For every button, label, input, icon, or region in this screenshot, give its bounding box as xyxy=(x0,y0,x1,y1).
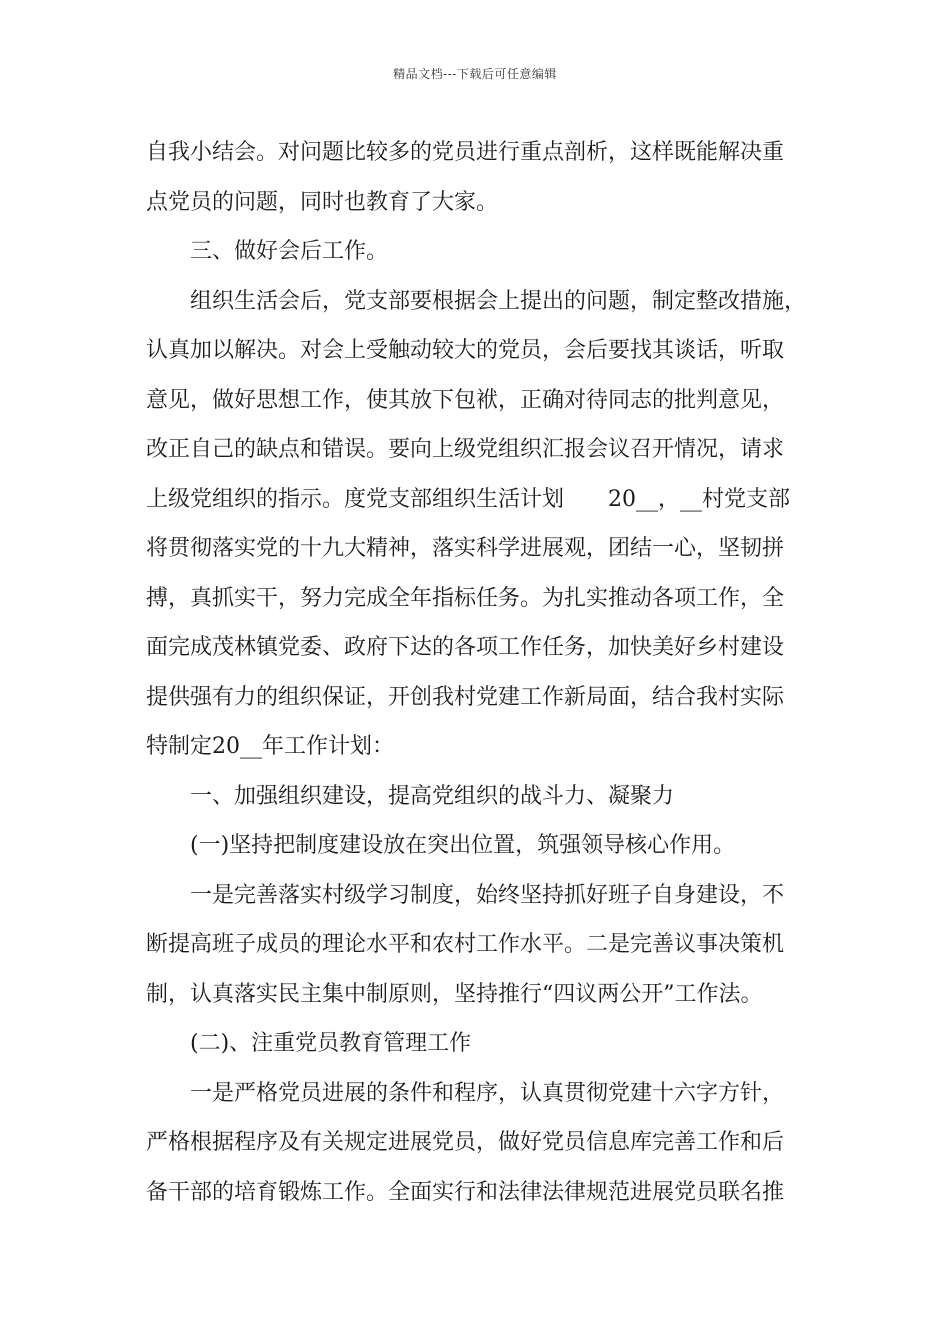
text-line: 提供强有力的组织保证，开创我村党建工作新局面，结合我村实际 xyxy=(146,684,785,710)
page-header: 精品文档---下载后可任意编辑 xyxy=(393,67,557,81)
text-line: 一是严格党员进展的条件和程序，认真贯彻党建十六字方针， xyxy=(190,1080,785,1106)
subsection-heading: (一)坚持把制度建设放在突出位置，筑强领导核心作用。 xyxy=(190,833,736,858)
section-heading: 三、做好会后工作。 xyxy=(190,239,389,264)
text-line: 上级党组织的指示。度党支部组织生活计划 20__，__村党支部 xyxy=(146,486,790,512)
document-body xyxy=(146,128,826,1217)
text-line: 备干部的培育锻炼工作。全面实行和法律法律规范进展党员联名推 xyxy=(146,1179,785,1205)
text-line: 将贯彻落实党的十九大精神，落实科学进展观，团结一心，坚韧拼 xyxy=(146,536,785,561)
text-line: 组织生活会后，党支部要根据会上提出的问题，制定整改措施， xyxy=(190,288,807,314)
section-heading: 一、加强组织建设，提高党组织的战斗力、凝聚力 xyxy=(190,783,675,809)
text-line: 意见，做好思想工作，使其放下包袱，正确对待同志的批判意见， xyxy=(146,387,785,413)
text-line: 特制定20__年工作计划： xyxy=(146,734,394,759)
subsection-heading: (二)、注重党员教育管理工作 xyxy=(190,1031,472,1056)
text-line: 认真加以解决。对会上受触动较大的党员，会后要找其谈话，听取 xyxy=(146,338,785,363)
text-line: 点党员的问题，同时也教育了大家。 xyxy=(146,189,499,215)
text-line: 改正自己的缺点和错误。要向上级党组织汇报会议召开情况，请求 xyxy=(146,437,785,462)
text-line: 自我小结会。对问题比较多的党员进行重点剖析，这样既能解决重 xyxy=(146,140,785,165)
text-line: 一是完善落实村级学习制度，始终坚持抓好班子自身建设，不 xyxy=(190,882,785,908)
text-line: 搏，真抓实干，努力完成全年指标任务。为扎实推动各项工作，全 xyxy=(146,585,785,611)
text-line: 面完成茂林镇党委、政府下达的各项工作任务，加快美好乡村建设 xyxy=(146,635,785,660)
text-line: 制，认真落实民主集中制原则，坚持推行“四议两公开”工作法。 xyxy=(146,981,763,1007)
text-line: 严格根据程序及有关规定进展党员，做好党员信息库完善工作和后 xyxy=(146,1130,785,1155)
text-line: 断提高班子成员的理论水平和农村工作水平。二是完善议事决策机 xyxy=(146,932,785,957)
